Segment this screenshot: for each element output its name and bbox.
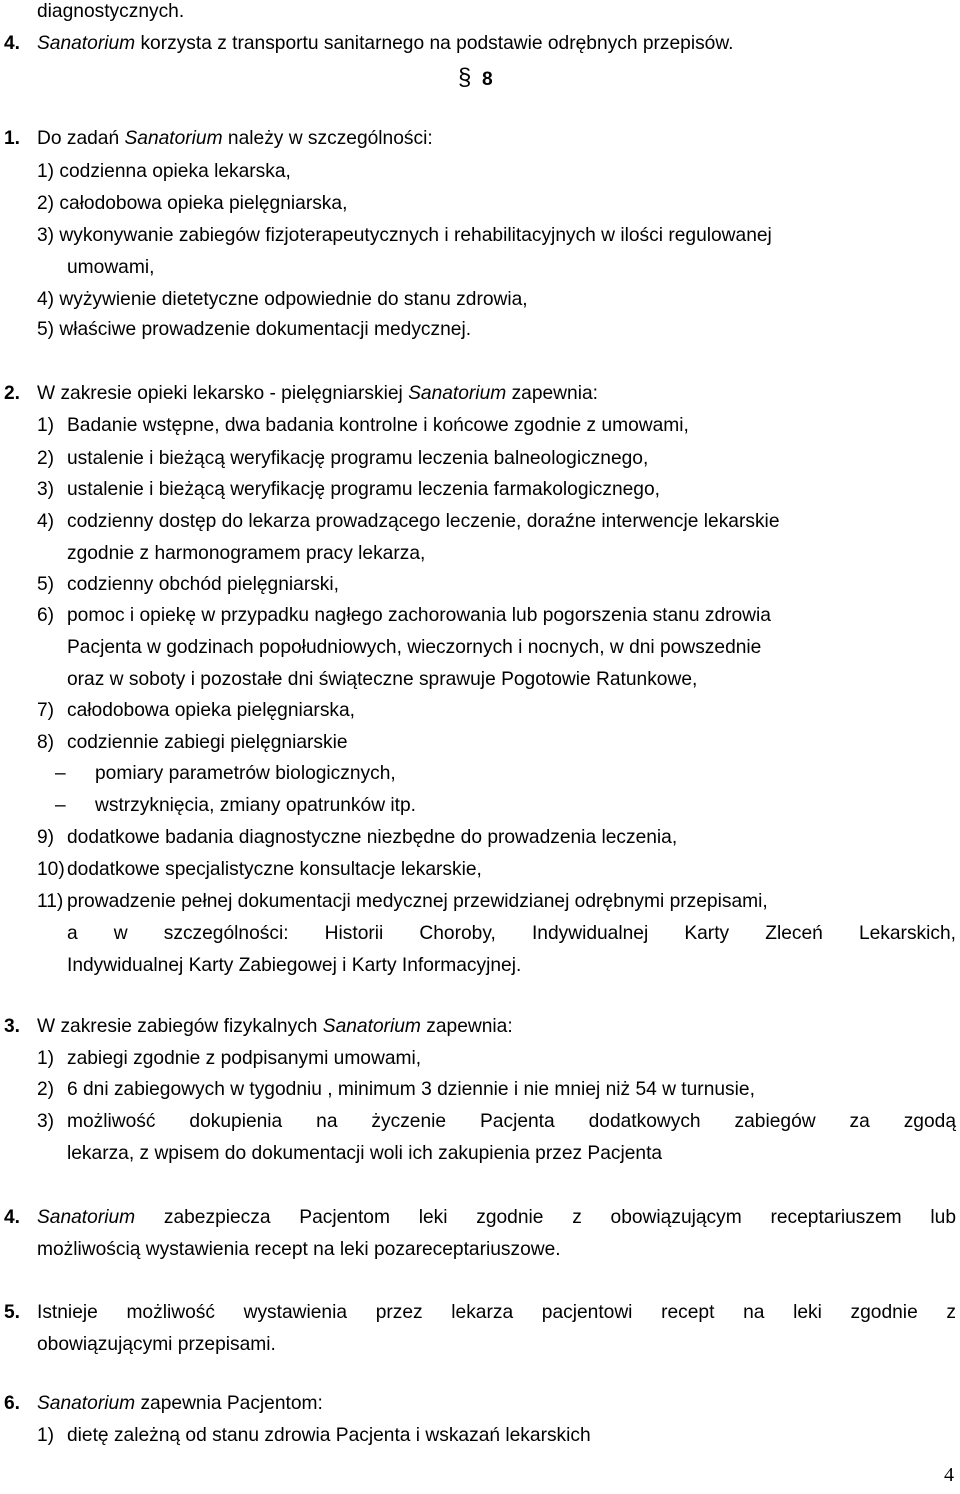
list-item: dodatkowe specjalistyczne konsultacje lekarskie,: [67, 859, 482, 880]
list-num: 5): [37, 574, 55, 595]
list-item: Badanie wstępne, dwa badania kontrolne i końcowe zgodnie z umowami,: [67, 415, 689, 436]
text-line: diagnostycznych.: [37, 1, 185, 22]
point-1-item: 3) wykonywanie zabiegów fizjoterapeutycznych i rehabilitacyjnych w ilości regulowanej: [37, 225, 772, 246]
point-2-text: W zakresie opieki lekarsko - pielęgniarskiej Sanatorium zapewnia:: [37, 383, 598, 404]
list-item: codzienny obchód pielęgniarski,: [67, 574, 339, 595]
list-item: ustalenie i bieżącą weryfikację programu leczenia farmakologicznego,: [67, 479, 660, 500]
point-4-num: 4.: [4, 1207, 21, 1228]
point-1-item: 2) całodobowa opieka pielęgniarska,: [37, 193, 348, 214]
list-item-cont: oraz w soboty i pozostałe dni świąteczne sprawuje Pogotowie Ratunkowe,: [67, 669, 698, 690]
point-4-text: Sanatorium zabezpiecza Pacjentom leki zgodnie z obowiązującym receptariuszem lub: [37, 1207, 956, 1228]
point-1-text: Do zadań Sanatorium należy w szczególności:: [37, 128, 433, 149]
page-number: 4: [944, 1464, 954, 1486]
point-4-text-cont: możliwością wystawienia recept na leki pozareceptariuszowe.: [37, 1239, 561, 1260]
point-6-text: Sanatorium zapewnia Pacjentom:: [37, 1393, 323, 1414]
list-item: pomoc i opiekę w przypadku nagłego zachorowania lub pogorszenia stanu zdrowia: [67, 605, 771, 626]
point-1-item-cont: umowami,: [67, 257, 155, 278]
list-item: 6 dni zabiegowych w tygodniu , minimum 3 dziennie i nie mniej niż 54 w turnusie,: [67, 1079, 755, 1100]
list-item-cont: zgodnie z harmonogramem pracy lekarza,: [67, 543, 426, 564]
list-num: 1): [37, 1425, 55, 1446]
list-num: 2): [37, 1079, 55, 1100]
list-item: zabiegi zgodnie z podpisanymi umowami,: [67, 1048, 422, 1069]
dash-bullet: –: [55, 763, 66, 784]
list-num: 9): [37, 827, 55, 848]
list-num: 2): [37, 448, 55, 469]
list-item: możliwość dokupienia na życzenie Pacjenta dodatkowych zabiegów za zgodą: [67, 1111, 956, 1132]
point-1-num: 1.: [4, 128, 21, 149]
list-num: 7): [37, 700, 55, 721]
list-num: 11): [37, 891, 64, 912]
point-5-text: Istnieje możliwość wystawienia przez lekarza pacjentowi recept na leki zgodnie z: [37, 1302, 956, 1323]
list-item-cont: a w szczególności: Historii Choroby, Indywidualnej Karty Zleceń Lekarskich,: [67, 923, 956, 944]
list-item: całodobowa opieka pielęgniarska,: [67, 700, 356, 721]
list-num: 1): [37, 1048, 55, 1069]
point-3-text: W zakresie zabiegów fizykalnych Sanatorium zapewnia:: [37, 1016, 513, 1037]
list-num: 3): [37, 479, 55, 500]
point-1-item: 5) właściwe prowadzenie dokumentacji medycznej.: [37, 319, 472, 340]
list-num: 4): [37, 511, 55, 532]
section-item-4: 4.: [4, 33, 21, 54]
list-num: 8): [37, 732, 55, 753]
list-item: ustalenie i bieżącą weryfikację programu leczenia balneologicznego,: [67, 448, 649, 469]
sub-item: wstrzyknięcia, zmiany opatrunków itp.: [95, 795, 416, 816]
list-item: codziennie zabiegi pielęgniarskie: [67, 732, 348, 753]
list-item: dodatkowe badania diagnostyczne niezbędne do prowadzenia leczenia,: [67, 827, 678, 848]
paragraph-heading: § 8: [458, 64, 493, 91]
point-5-num: 5.: [4, 1302, 21, 1323]
list-num: 1): [37, 415, 55, 436]
point-1-item: 4) wyżywienie dietetyczne odpowiednie do stanu zdrowia,: [37, 289, 528, 310]
list-item-cont: Pacjenta w godzinach popołudniowych, wieczornych i nocnych, w dni powszednie: [67, 637, 762, 658]
list-item-cont: lekarza, z wpisem do dokumentacji woli ich zakupienia przez Pacjenta: [67, 1143, 663, 1164]
point-2-num: 2.: [4, 383, 21, 404]
list-item: prowadzenie pełnej dokumentacji medycznej przewidzianej odrębnymi przepisami,: [67, 891, 768, 912]
section-item-4-text: Sanatorium korzysta z transportu sanitarnego na podstawie odrębnych przepisów.: [37, 33, 734, 54]
point-1-item: 1) codzienna opieka lekarska,: [37, 161, 291, 182]
list-num: 3): [37, 1111, 55, 1132]
point-3-num: 3.: [4, 1016, 21, 1037]
sub-item: pomiary parametrów biologicznych,: [95, 763, 396, 784]
list-num: 10): [37, 859, 65, 880]
dash-bullet: –: [55, 795, 66, 816]
list-item: codzienny dostęp do lekarza prowadzącego leczenie, doraźne interwencje lekarskie: [67, 511, 780, 532]
list-item-cont: Indywidualnej Karty Zabiegowej i Karty Informacyjnej.: [67, 955, 522, 976]
list-item: dietę zależną od stanu zdrowia Pacjenta i wskazań lekarskich: [67, 1425, 591, 1446]
point-6-num: 6.: [4, 1393, 21, 1414]
point-5-text-cont: obowiązującymi przepisami.: [37, 1334, 276, 1355]
list-num: 6): [37, 605, 55, 626]
